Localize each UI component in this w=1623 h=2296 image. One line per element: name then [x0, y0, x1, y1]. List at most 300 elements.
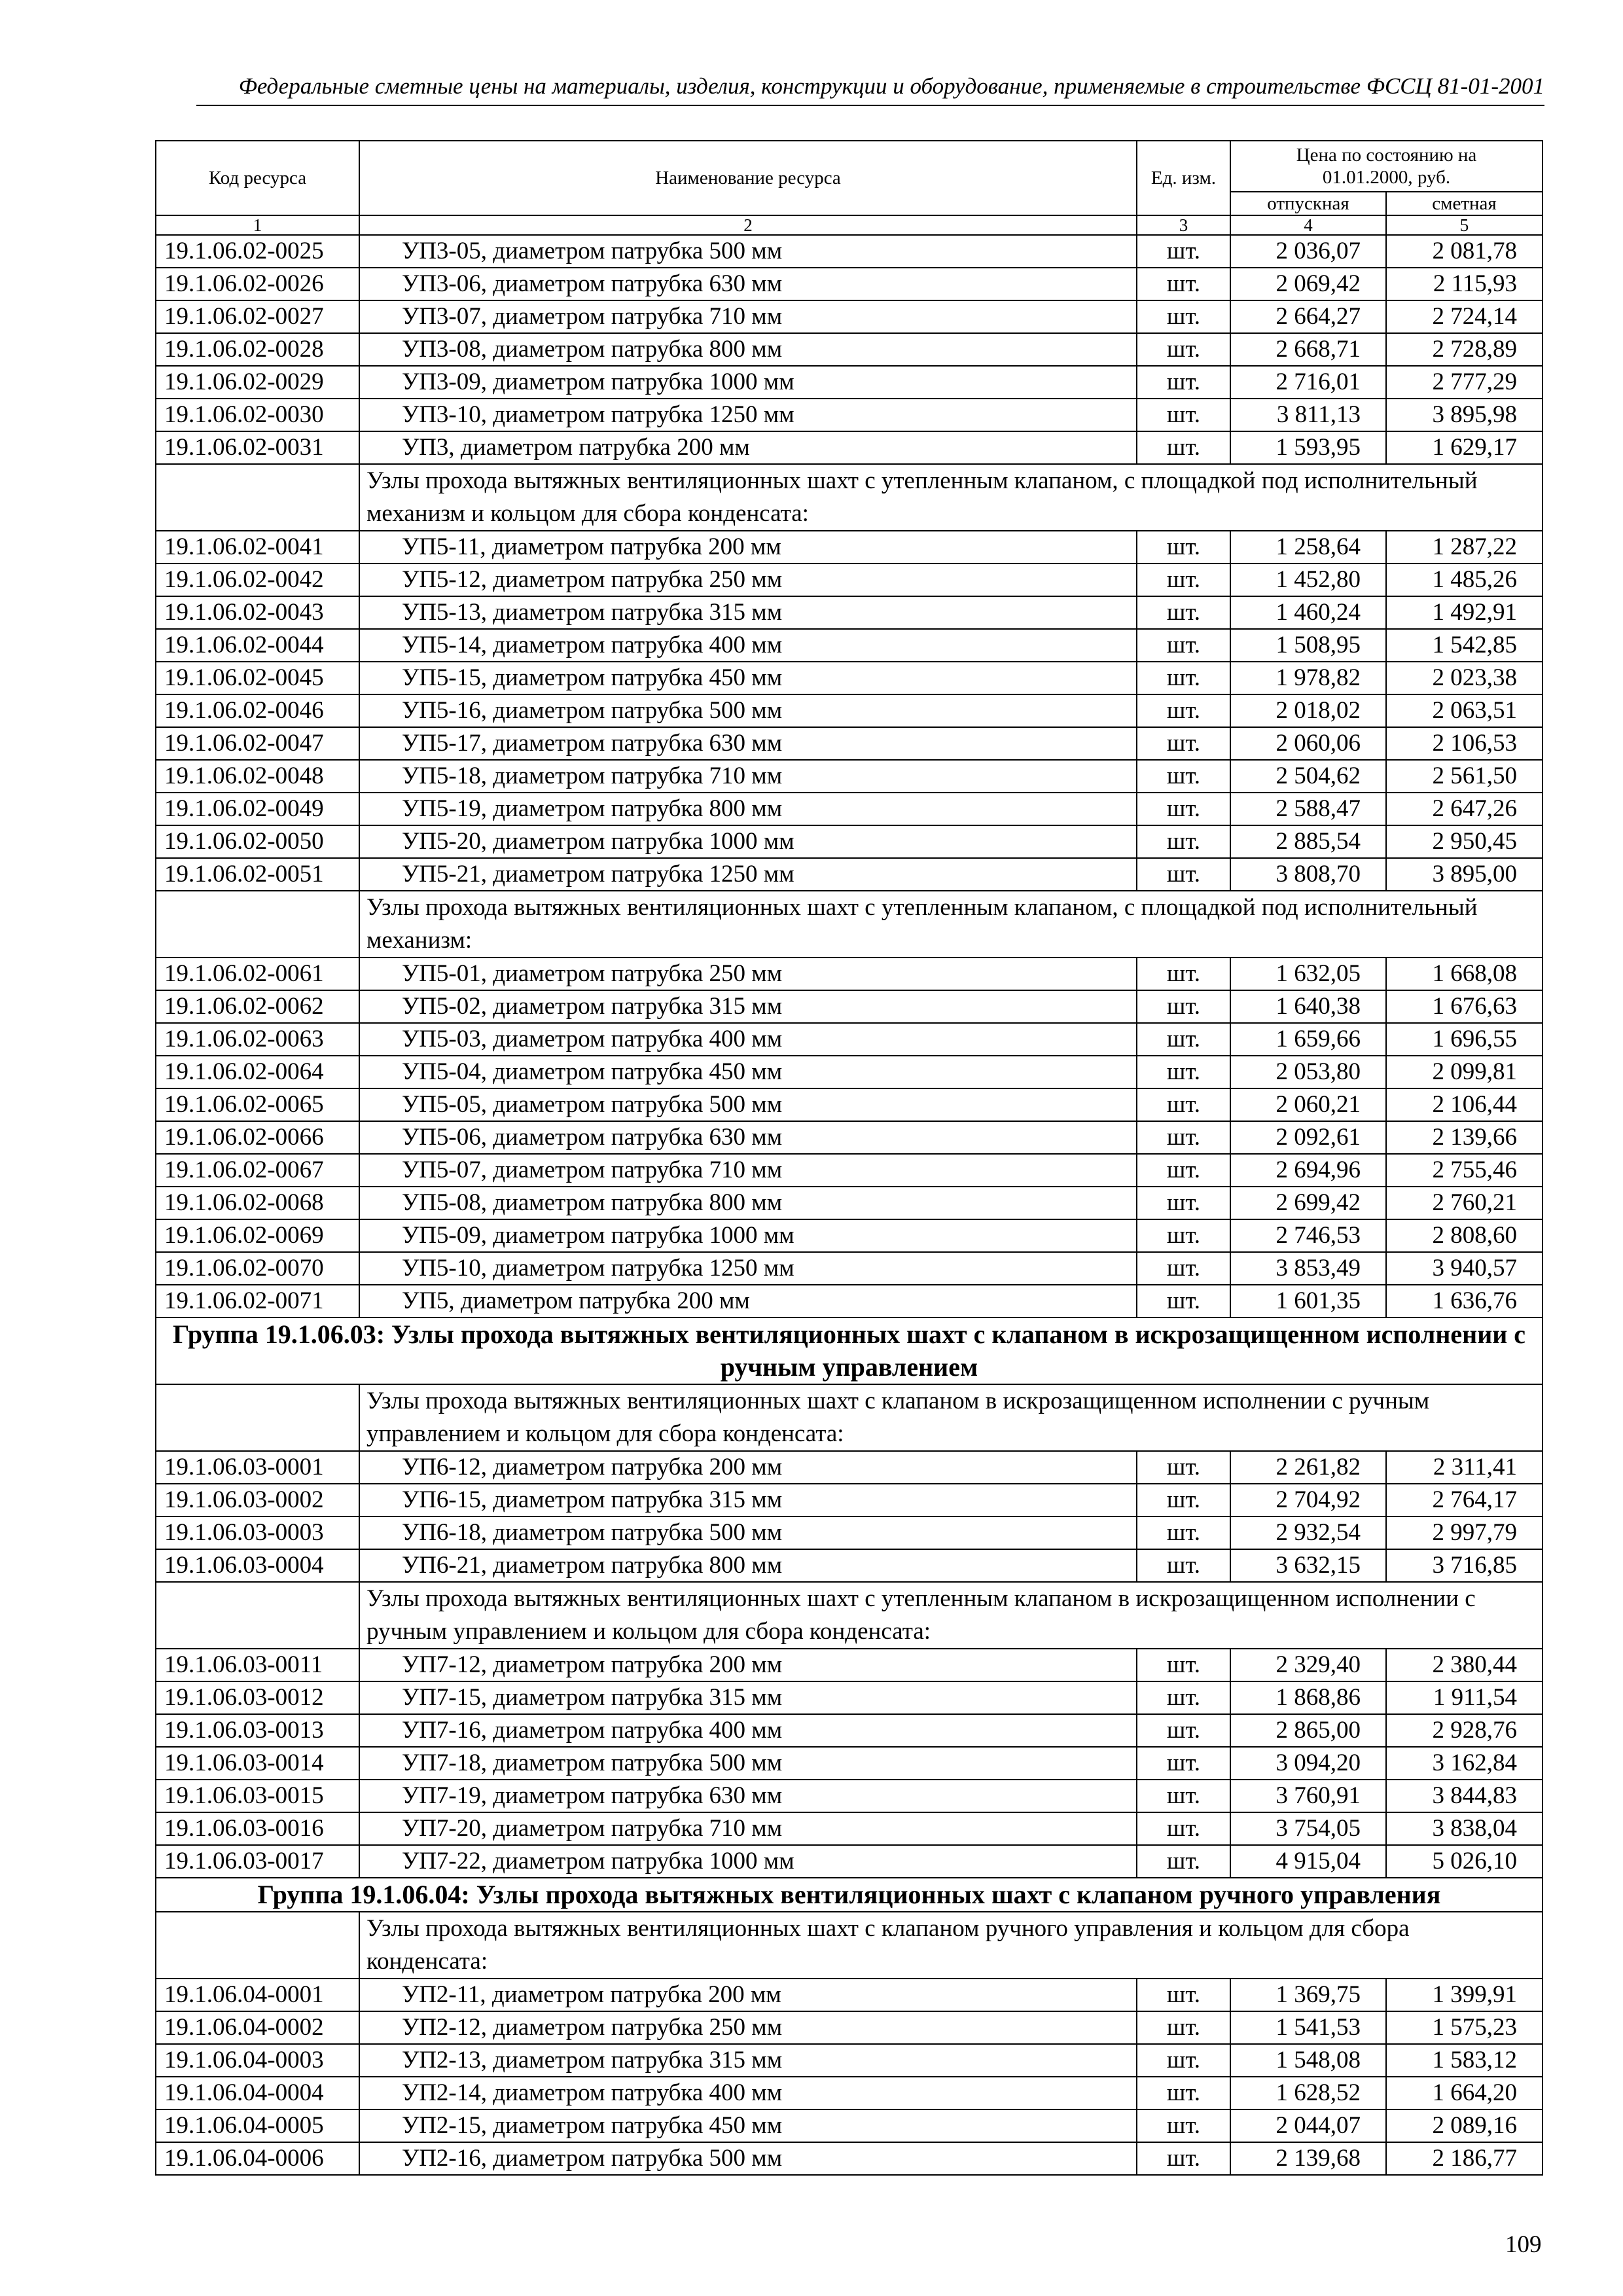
price-table — [155, 140, 1543, 2176]
estimate-price: 2 777,29 — [1386, 366, 1543, 399]
resource-code: 19.1.06.02-0048 — [156, 760, 359, 793]
table-row — [156, 1714, 1543, 1747]
group-row — [156, 1318, 1543, 1384]
header-release-price: отпускная — [1230, 192, 1386, 215]
resource-name: УП3-08, диаметром патрубка 800 мм — [359, 333, 1137, 366]
estimate-price: 2 063,51 — [1386, 694, 1543, 727]
resource-name: УП5, диаметром патрубка 200 мм — [359, 1285, 1137, 1318]
subgroup-row — [156, 1912, 1543, 1979]
resource-code: 19.1.06.04-0006 — [156, 2142, 359, 2175]
unit: шт. — [1137, 1780, 1230, 1812]
resource-code: 19.1.06.02-0042 — [156, 564, 359, 596]
release-price: 2 329,40 — [1230, 1649, 1386, 1681]
resource-name: УП6-15, диаметром патрубка 315 мм — [359, 1484, 1137, 1516]
resource-name: УП7-12, диаметром патрубка 200 мм — [359, 1649, 1137, 1681]
estimate-price: 1 399,91 — [1386, 1979, 1543, 2011]
release-price: 3 094,20 — [1230, 1747, 1386, 1780]
group-title: Группа 19.1.06.04: Узлы прохода вытяжных вентиляционных шахт с клапаном ручного управления — [156, 1878, 1543, 1912]
resource-name: УП5-10, диаметром патрубка 1250 мм — [359, 1252, 1137, 1285]
table-row — [156, 1154, 1543, 1187]
resource-name: УП2-13, диаметром патрубка 315 мм — [359, 2044, 1137, 2077]
release-price: 1 452,80 — [1230, 564, 1386, 596]
resource-name: УП5-15, диаметром патрубка 450 мм — [359, 662, 1137, 694]
estimate-price: 5 026,10 — [1386, 1845, 1543, 1878]
release-price: 2 060,21 — [1230, 1088, 1386, 1121]
estimate-price: 2 755,46 — [1386, 1154, 1543, 1187]
estimate-price: 3 716,85 — [1386, 1549, 1543, 1582]
resource-code: 19.1.06.04-0001 — [156, 1979, 359, 2011]
estimate-price: 2 186,77 — [1386, 2142, 1543, 2175]
unit: шт. — [1137, 366, 1230, 399]
resource-code: 19.1.06.02-0064 — [156, 1056, 359, 1088]
resource-name: УП5-18, диаметром патрубка 710 мм — [359, 760, 1137, 793]
resource-name: УП5-13, диаметром патрубка 315 мм — [359, 596, 1137, 629]
resource-name: УП6-12, диаметром патрубка 200 мм — [359, 1451, 1137, 1484]
unit: шт. — [1137, 1747, 1230, 1780]
resource-code: 19.1.06.03-0013 — [156, 1714, 359, 1747]
resource-code: 19.1.06.02-0044 — [156, 629, 359, 662]
resource-code: 19.1.06.02-0028 — [156, 333, 359, 366]
table-row — [156, 2077, 1543, 2109]
table-row — [156, 825, 1543, 858]
resource-code: 19.1.06.02-0070 — [156, 1252, 359, 1285]
resource-code: 19.1.06.04-0003 — [156, 2044, 359, 2077]
release-price: 1 868,86 — [1230, 1681, 1386, 1714]
resource-code: 19.1.06.04-0002 — [156, 2011, 359, 2044]
resource-code: 19.1.06.02-0046 — [156, 694, 359, 727]
unit: шт. — [1137, 596, 1230, 629]
unit: шт. — [1137, 1451, 1230, 1484]
estimate-price: 2 647,26 — [1386, 793, 1543, 825]
table-row — [156, 1747, 1543, 1780]
table-row — [156, 1451, 1543, 1484]
resource-name: УП5-09, диаметром патрубка 1000 мм — [359, 1219, 1137, 1252]
empty-code-cell — [156, 891, 359, 958]
resource-code: 19.1.06.02-0049 — [156, 793, 359, 825]
resource-name: УП5-06, диаметром патрубка 630 мм — [359, 1121, 1137, 1154]
unit: шт. — [1137, 1812, 1230, 1845]
resource-code: 19.1.06.03-0003 — [156, 1516, 359, 1549]
table-row — [156, 2142, 1543, 2175]
unit: шт. — [1137, 268, 1230, 300]
resource-code: 19.1.06.03-0002 — [156, 1484, 359, 1516]
resource-name: УП7-20, диаметром патрубка 710 мм — [359, 1812, 1137, 1845]
unit: шт. — [1137, 333, 1230, 366]
release-price: 3 632,15 — [1230, 1549, 1386, 1582]
resource-code: 19.1.06.02-0041 — [156, 531, 359, 564]
table-row — [156, 564, 1543, 596]
unit: шт. — [1137, 1979, 1230, 2011]
resource-name: УП5-04, диаметром патрубка 450 мм — [359, 1056, 1137, 1088]
table-row — [156, 1023, 1543, 1056]
estimate-price: 1 583,12 — [1386, 2044, 1543, 2077]
release-price: 2 261,82 — [1230, 1451, 1386, 1484]
table-row — [156, 1845, 1543, 1878]
resource-code: 19.1.06.03-0011 — [156, 1649, 359, 1681]
resource-code: 19.1.06.04-0004 — [156, 2077, 359, 2109]
unit: шт. — [1137, 1121, 1230, 1154]
unit: шт. — [1137, 662, 1230, 694]
estimate-price: 1 287,22 — [1386, 531, 1543, 564]
table-row — [156, 1516, 1543, 1549]
unit: шт. — [1137, 958, 1230, 990]
table-row — [156, 431, 1543, 464]
release-price: 1 593,95 — [1230, 431, 1386, 464]
unit: шт. — [1137, 1549, 1230, 1582]
resource-code: 19.1.06.02-0025 — [156, 235, 359, 268]
release-price: 3 808,70 — [1230, 858, 1386, 891]
unit: шт. — [1137, 727, 1230, 760]
release-price: 1 460,24 — [1230, 596, 1386, 629]
unit: шт. — [1137, 1219, 1230, 1252]
group-row — [156, 1878, 1543, 1912]
table-row — [156, 1285, 1543, 1318]
release-price: 2 865,00 — [1230, 1714, 1386, 1747]
release-price: 1 548,08 — [1230, 2044, 1386, 2077]
unit: шт. — [1137, 1252, 1230, 1285]
page-number: 109 — [1505, 2231, 1542, 2258]
unit: шт. — [1137, 1845, 1230, 1878]
unit: шт. — [1137, 2142, 1230, 2175]
resource-code: 19.1.06.02-0029 — [156, 366, 359, 399]
resource-name: УП2-12, диаметром патрубка 250 мм — [359, 2011, 1137, 2044]
estimate-price: 2 380,44 — [1386, 1649, 1543, 1681]
resource-name: УП2-16, диаметром патрубка 500 мм — [359, 2142, 1137, 2175]
estimate-price: 1 668,08 — [1386, 958, 1543, 990]
empty-code-cell — [156, 1384, 359, 1451]
resource-name: УП5-02, диаметром патрубка 315 мм — [359, 990, 1137, 1023]
table-row — [156, 1549, 1543, 1582]
resource-name: УП3-06, диаметром патрубка 630 мм — [359, 268, 1137, 300]
resource-name: УП5-05, диаметром патрубка 500 мм — [359, 1088, 1137, 1121]
estimate-price: 2 764,17 — [1386, 1484, 1543, 1516]
empty-code-cell — [156, 1582, 359, 1649]
resource-name: УП3-05, диаметром патрубка 500 мм — [359, 235, 1137, 268]
estimate-price: 2 311,41 — [1386, 1451, 1543, 1484]
table-row — [156, 531, 1543, 564]
resource-code: 19.1.06.02-0045 — [156, 662, 359, 694]
resource-code: 19.1.06.03-0014 — [156, 1747, 359, 1780]
resource-code: 19.1.06.04-0005 — [156, 2109, 359, 2142]
estimate-price: 2 928,76 — [1386, 1714, 1543, 1747]
unit: шт. — [1137, 564, 1230, 596]
subgroup-title: Узлы прохода вытяжных вентиляционных шахт с клапаном ручного управления и кольцом для сбора конденсата: — [359, 1912, 1543, 1979]
estimate-price: 3 940,57 — [1386, 1252, 1543, 1285]
release-price: 2 668,71 — [1230, 333, 1386, 366]
table-row — [156, 1088, 1543, 1121]
table-row — [156, 2044, 1543, 2077]
release-price: 2 053,80 — [1230, 1056, 1386, 1088]
release-price: 2 018,02 — [1230, 694, 1386, 727]
subgroup-title: Узлы прохода вытяжных вентиляционных шахт с утепленным клапаном в искрозащищенном исполнении с ручным управлением и кольцом для сбора конденсата: — [359, 1582, 1543, 1649]
resource-name: УП3-09, диаметром патрубка 1000 мм — [359, 366, 1137, 399]
resource-code: 19.1.06.02-0066 — [156, 1121, 359, 1154]
resource-code: 19.1.06.02-0026 — [156, 268, 359, 300]
release-price: 2 746,53 — [1230, 1219, 1386, 1252]
estimate-price: 2 760,21 — [1386, 1187, 1543, 1219]
resource-code: 19.1.06.02-0068 — [156, 1187, 359, 1219]
release-price: 3 754,05 — [1230, 1812, 1386, 1845]
header-code: Код ресурса — [156, 141, 359, 215]
release-price: 2 704,92 — [1230, 1484, 1386, 1516]
unit: шт. — [1137, 1023, 1230, 1056]
release-price: 2 885,54 — [1230, 825, 1386, 858]
table-row — [156, 990, 1543, 1023]
header-unit: Ед. изм. — [1137, 141, 1230, 215]
table-row — [156, 1484, 1543, 1516]
column-number: 5 — [1386, 215, 1543, 235]
resource-name: УП5-21, диаметром патрубка 1250 мм — [359, 858, 1137, 891]
release-price: 1 508,95 — [1230, 629, 1386, 662]
unit: шт. — [1137, 2044, 1230, 2077]
release-price: 2 036,07 — [1230, 235, 1386, 268]
unit: шт. — [1137, 825, 1230, 858]
header-estimate-price: сметная — [1386, 192, 1543, 215]
resource-name: УП7-22, диаметром патрубка 1000 мм — [359, 1845, 1137, 1878]
estimate-price: 1 629,17 — [1386, 431, 1543, 464]
unit: шт. — [1137, 1056, 1230, 1088]
release-price: 2 092,61 — [1230, 1121, 1386, 1154]
estimate-price: 2 561,50 — [1386, 760, 1543, 793]
table-row — [156, 1187, 1543, 1219]
unit: шт. — [1137, 858, 1230, 891]
release-price: 1 258,64 — [1230, 531, 1386, 564]
table-row — [156, 958, 1543, 990]
resource-name: УП5-03, диаметром патрубка 400 мм — [359, 1023, 1137, 1056]
estimate-price: 1 492,91 — [1386, 596, 1543, 629]
table-row — [156, 793, 1543, 825]
resource-code: 19.1.06.02-0047 — [156, 727, 359, 760]
resource-name: УП5-17, диаметром патрубка 630 мм — [359, 727, 1137, 760]
resource-name: УП5-16, диаметром патрубка 500 мм — [359, 694, 1137, 727]
estimate-price: 2 724,14 — [1386, 300, 1543, 333]
resource-code: 19.1.06.03-0015 — [156, 1780, 359, 1812]
release-price: 1 659,66 — [1230, 1023, 1386, 1056]
column-number: 4 — [1230, 215, 1386, 235]
resource-code: 19.1.06.03-0001 — [156, 1451, 359, 1484]
estimate-price: 2 099,81 — [1386, 1056, 1543, 1088]
resource-name: УП2-15, диаметром патрубка 450 мм — [359, 2109, 1137, 2142]
release-price: 2 716,01 — [1230, 366, 1386, 399]
table-row — [156, 235, 1543, 268]
column-number: 1 — [156, 215, 359, 235]
unit: шт. — [1137, 1714, 1230, 1747]
estimate-price: 1 542,85 — [1386, 629, 1543, 662]
table-row — [156, 1252, 1543, 1285]
estimate-price: 1 911,54 — [1386, 1681, 1543, 1714]
table-row — [156, 662, 1543, 694]
resource-code: 19.1.06.03-0016 — [156, 1812, 359, 1845]
unit: шт. — [1137, 531, 1230, 564]
table-row — [156, 1812, 1543, 1845]
unit: шт. — [1137, 1285, 1230, 1318]
estimate-price: 2 728,89 — [1386, 333, 1543, 366]
estimate-price: 1 676,63 — [1386, 990, 1543, 1023]
resource-name: УП7-16, диаметром патрубка 400 мм — [359, 1714, 1137, 1747]
resource-code: 19.1.06.02-0043 — [156, 596, 359, 629]
subgroup-row — [156, 1582, 1543, 1649]
resource-name: УП5-08, диаметром патрубка 800 мм — [359, 1187, 1137, 1219]
resource-name: УП5-01, диаметром патрубка 250 мм — [359, 958, 1137, 990]
release-price: 2 588,47 — [1230, 793, 1386, 825]
subgroup-title: Узлы прохода вытяжных вентиляционных шахт с утепленным клапаном, с площадкой под исполнительный механизм: — [359, 891, 1543, 958]
unit: шт. — [1137, 1088, 1230, 1121]
unit: шт. — [1137, 1681, 1230, 1714]
table-row — [156, 629, 1543, 662]
table-row — [156, 268, 1543, 300]
release-price: 1 369,75 — [1230, 1979, 1386, 2011]
resource-code: 19.1.06.02-0030 — [156, 399, 359, 431]
estimate-price: 3 895,98 — [1386, 399, 1543, 431]
estimate-price: 2 808,60 — [1386, 1219, 1543, 1252]
subgroup-title: Узлы прохода вытяжных вентиляционных шахт с утепленным клапаном, с площадкой под исполнительный механизм и кольцом для сбора конденсата: — [359, 464, 1543, 531]
release-price: 2 139,68 — [1230, 2142, 1386, 2175]
release-price: 1 640,38 — [1230, 990, 1386, 1023]
resource-code: 19.1.06.02-0071 — [156, 1285, 359, 1318]
resource-code: 19.1.06.03-0017 — [156, 1845, 359, 1878]
resource-code: 19.1.06.02-0027 — [156, 300, 359, 333]
table-row — [156, 858, 1543, 891]
estimate-price: 3 162,84 — [1386, 1747, 1543, 1780]
release-price: 1 978,82 — [1230, 662, 1386, 694]
table-row — [156, 1979, 1543, 2011]
resource-code: 19.1.06.03-0012 — [156, 1681, 359, 1714]
table-row — [156, 333, 1543, 366]
resource-name: УП5-07, диаметром патрубка 710 мм — [359, 1154, 1137, 1187]
resource-code: 19.1.06.02-0065 — [156, 1088, 359, 1121]
resource-name: УП5-20, диаметром патрубка 1000 мм — [359, 825, 1137, 858]
release-price: 1 601,35 — [1230, 1285, 1386, 1318]
table-row — [156, 300, 1543, 333]
release-price: 3 760,91 — [1230, 1780, 1386, 1812]
release-price: 3 811,13 — [1230, 399, 1386, 431]
estimate-price: 2 023,38 — [1386, 662, 1543, 694]
release-price: 4 915,04 — [1230, 1845, 1386, 1878]
estimate-price: 3 895,00 — [1386, 858, 1543, 891]
resource-name: УП7-18, диаметром патрубка 500 мм — [359, 1747, 1137, 1780]
resource-code: 19.1.06.03-0004 — [156, 1549, 359, 1582]
release-price: 2 699,42 — [1230, 1187, 1386, 1219]
running-head: Федеральные сметные цены на материалы, изделия, конструкции и оборудование, применяемые в строительстве ФССЦ 81-01-2001 — [238, 73, 1544, 99]
column-number: 2 — [359, 215, 1137, 235]
table-row — [156, 2109, 1543, 2142]
unit: шт. — [1137, 1187, 1230, 1219]
table-row — [156, 1649, 1543, 1681]
resource-code: 19.1.06.02-0031 — [156, 431, 359, 464]
column-number: 3 — [1137, 215, 1230, 235]
estimate-price: 2 106,44 — [1386, 1088, 1543, 1121]
resource-code: 19.1.06.02-0051 — [156, 858, 359, 891]
resource-name: УП3-10, диаметром патрубка 1250 мм — [359, 399, 1137, 431]
estimate-price: 1 664,20 — [1386, 2077, 1543, 2109]
empty-code-cell — [156, 464, 359, 531]
estimate-price: 1 485,26 — [1386, 564, 1543, 596]
resource-name: УП6-21, диаметром патрубка 800 мм — [359, 1549, 1137, 1582]
release-price: 1 628,52 — [1230, 2077, 1386, 2109]
resource-code: 19.1.06.02-0067 — [156, 1154, 359, 1187]
resource-name: УП6-18, диаметром патрубка 500 мм — [359, 1516, 1137, 1549]
empty-code-cell — [156, 1912, 359, 1979]
release-price: 2 069,42 — [1230, 268, 1386, 300]
unit: шт. — [1137, 431, 1230, 464]
unit: шт. — [1137, 1154, 1230, 1187]
estimate-price: 1 636,76 — [1386, 1285, 1543, 1318]
table-row — [156, 596, 1543, 629]
resource-name: УП3-07, диаметром патрубка 710 мм — [359, 300, 1137, 333]
estimate-price: 2 081,78 — [1386, 235, 1543, 268]
resource-name: УП2-11, диаметром патрубка 200 мм — [359, 1979, 1137, 2011]
unit: шт. — [1137, 2077, 1230, 2109]
subgroup-row — [156, 891, 1543, 958]
unit: шт. — [1137, 1649, 1230, 1681]
table-row — [156, 727, 1543, 760]
resource-code: 19.1.06.02-0069 — [156, 1219, 359, 1252]
unit: шт. — [1137, 629, 1230, 662]
release-price: 2 932,54 — [1230, 1516, 1386, 1549]
estimate-price: 2 115,93 — [1386, 268, 1543, 300]
resource-name: УП7-15, диаметром патрубка 315 мм — [359, 1681, 1137, 1714]
resource-name: УП5-12, диаметром патрубка 250 мм — [359, 564, 1137, 596]
release-price: 1 541,53 — [1230, 2011, 1386, 2044]
table-row — [156, 366, 1543, 399]
table-body — [156, 235, 1543, 2175]
estimate-price: 2 997,79 — [1386, 1516, 1543, 1549]
release-price: 2 664,27 — [1230, 300, 1386, 333]
group-title: Группа 19.1.06.03: Узлы прохода вытяжных вентиляционных шахт с клапаном в искрозащищенном исполнении с ручным управлением — [156, 1318, 1543, 1384]
header-divider — [196, 105, 1544, 106]
unit: шт. — [1137, 1484, 1230, 1516]
table-row — [156, 760, 1543, 793]
resource-name: УП5-19, диаметром патрубка 800 мм — [359, 793, 1137, 825]
subgroup-row — [156, 1384, 1543, 1451]
unit: шт. — [1137, 399, 1230, 431]
estimate-price: 2 106,53 — [1386, 727, 1543, 760]
table-row — [156, 1780, 1543, 1812]
resource-code: 19.1.06.02-0061 — [156, 958, 359, 990]
release-price: 2 694,96 — [1230, 1154, 1386, 1187]
estimate-price: 3 844,83 — [1386, 1780, 1543, 1812]
resource-code: 19.1.06.02-0062 — [156, 990, 359, 1023]
header-name: Наименование ресурса — [359, 141, 1137, 215]
unit: шт. — [1137, 300, 1230, 333]
resource-name: УП7-19, диаметром патрубка 630 мм — [359, 1780, 1137, 1812]
unit: шт. — [1137, 793, 1230, 825]
release-price: 3 853,49 — [1230, 1252, 1386, 1285]
table-row — [156, 2011, 1543, 2044]
estimate-price: 2 089,16 — [1386, 2109, 1543, 2142]
release-price: 2 504,62 — [1230, 760, 1386, 793]
unit: шт. — [1137, 990, 1230, 1023]
resource-code: 19.1.06.02-0050 — [156, 825, 359, 858]
release-price: 2 060,06 — [1230, 727, 1386, 760]
table-row — [156, 1056, 1543, 1088]
subgroup-title: Узлы прохода вытяжных вентиляционных шахт с клапаном в искрозащищенном исполнении с ручным управлением и кольцом для сбора конденсата: — [359, 1384, 1543, 1451]
table-row — [156, 1681, 1543, 1714]
release-price: 2 044,07 — [1230, 2109, 1386, 2142]
unit: шт. — [1137, 235, 1230, 268]
estimate-price: 1 575,23 — [1386, 2011, 1543, 2044]
estimate-price: 3 838,04 — [1386, 1812, 1543, 1845]
table-row — [156, 1121, 1543, 1154]
release-price: 1 632,05 — [1230, 958, 1386, 990]
unit: шт. — [1137, 2109, 1230, 2142]
table-row — [156, 694, 1543, 727]
resource-name: УП3, диаметром патрубка 200 мм — [359, 431, 1137, 464]
header-price: Цена по состоянию на 01.01.2000, руб. — [1230, 141, 1543, 192]
subgroup-row — [156, 464, 1543, 531]
resource-name: УП5-11, диаметром патрубка 200 мм — [359, 531, 1137, 564]
unit: шт. — [1137, 1516, 1230, 1549]
